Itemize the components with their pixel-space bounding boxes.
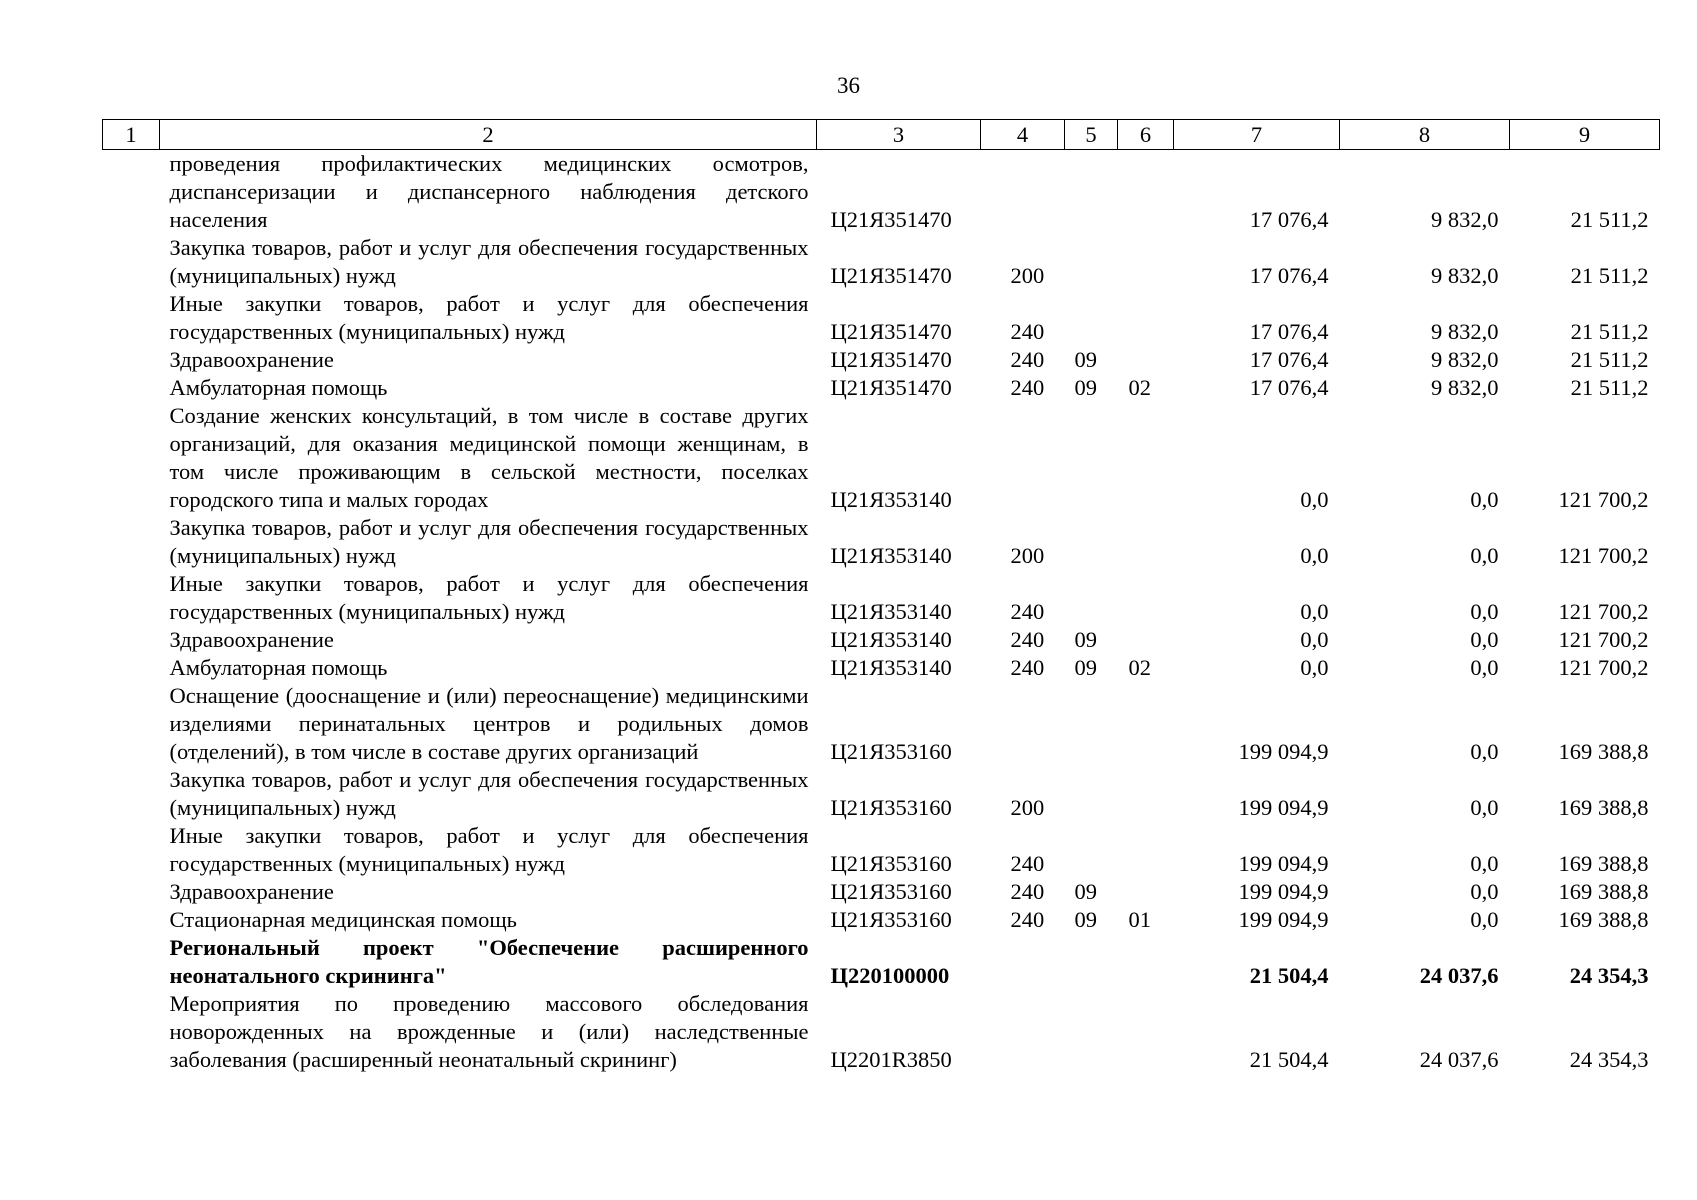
expense-type-code (981, 934, 1065, 990)
table-row (103, 514, 1660, 570)
target-article-code: Ц21Я353160 (830, 879, 952, 904)
expense-type-code (981, 402, 1065, 514)
amount-column-7: 199 094,9 (1238, 795, 1329, 820)
column-1-cell (103, 682, 160, 766)
amount-column-7: 17 076,4 (1249, 319, 1329, 344)
table-row (103, 346, 1660, 374)
target-article-code: Ц21Я353140 (830, 599, 952, 624)
amount-column-7: 17 076,4 (1249, 207, 1329, 232)
amount-column-9: 121 700,2 (1558, 487, 1649, 512)
column-1-cell (103, 990, 160, 1074)
amount-column-8: 0,0 (1470, 627, 1499, 652)
subsection-code (1118, 822, 1174, 878)
expense-name: Оснащение (дооснащение и (или) переоснащение) медицинскими изделиями перинатальных центров и родильных домов (отделений), в том числе в составе других организаций (169, 683, 809, 764)
amount-column-9: 121 700,2 (1558, 655, 1649, 680)
subsection-code (1118, 878, 1174, 906)
table-row (103, 626, 1660, 654)
amount-column-7: 0,0 (1300, 487, 1329, 512)
section-code (1065, 934, 1118, 990)
amount-column-9: 169 388,8 (1558, 739, 1649, 764)
section-code (1065, 682, 1118, 766)
table-row (103, 878, 1660, 906)
amount-column-7: 21 504,4 (1249, 963, 1329, 988)
subsection-code (1118, 150, 1174, 235)
table-row (103, 402, 1660, 514)
amount-column-7: 199 094,9 (1238, 907, 1329, 932)
amount-column-8: 0,0 (1470, 879, 1499, 904)
target-article-code: Ц21Я353160 (830, 907, 952, 932)
expense-name: Амбулаторная помощь (169, 655, 388, 680)
amount-column-7: 199 094,9 (1238, 879, 1329, 904)
table-row (103, 990, 1660, 1074)
page-number: 36 (837, 73, 860, 98)
subsection-code (1118, 990, 1174, 1074)
expense-type-code (981, 990, 1065, 1074)
subsection-code (1118, 626, 1174, 654)
column-number-4: 4 (981, 120, 1065, 150)
expense-name: Закупка товаров, работ и услуг для обеспечения государственных (муниципальных) нужд (169, 515, 809, 568)
amount-column-8: 24 037,6 (1419, 963, 1499, 988)
section-code (1065, 990, 1118, 1074)
amount-column-9: 169 388,8 (1558, 907, 1649, 932)
column-1-cell (103, 822, 160, 878)
amount-column-7: 199 094,9 (1238, 851, 1329, 876)
subsection-code (1118, 234, 1174, 290)
section-code: 09 (1074, 347, 1097, 372)
amount-column-9: 169 388,8 (1558, 879, 1649, 904)
expense-name: Мероприятия по проведению массового обследования новорожденных на врожденные и (или) наследственные заболевания (расширенный неонатальный скрининг) (169, 991, 809, 1072)
amount-column-9: 21 511,2 (1570, 375, 1649, 400)
target-article-code: Ц21Я353160 (830, 739, 952, 764)
expense-name: проведения профилактических медицинских осмотров, диспансеризации и диспансерного наблюдения детского населения (169, 151, 809, 232)
amount-column-9: 121 700,2 (1558, 543, 1649, 568)
expense-name: Иные закупки товаров, работ и услуг для обеспечения государственных (муниципальных) нужд (169, 571, 809, 624)
section-code (1065, 402, 1118, 514)
amount-column-7: 0,0 (1300, 543, 1329, 568)
column-1-cell (103, 766, 160, 822)
amount-column-7: 0,0 (1300, 599, 1329, 624)
subsection-code (1118, 934, 1174, 990)
section-code (1065, 570, 1118, 626)
amount-column-7: 21 504,4 (1249, 1047, 1329, 1072)
table-row (103, 290, 1660, 346)
amount-column-8: 0,0 (1470, 851, 1499, 876)
table-row (103, 906, 1660, 934)
amount-column-9: 21 511,2 (1570, 319, 1649, 344)
expense-type-code: 200 (1010, 795, 1045, 820)
subsection-code (1118, 346, 1174, 374)
column-1-cell (103, 570, 160, 626)
subsection-code: 01 (1128, 907, 1151, 932)
section-code: 09 (1074, 375, 1097, 400)
expense-name: Иные закупки товаров, работ и услуг для обеспечения государственных (муниципальных) нужд (169, 291, 809, 344)
column-1-cell (103, 402, 160, 514)
expense-type-code: 240 (1010, 599, 1045, 624)
amount-column-7: 17 076,4 (1249, 375, 1329, 400)
column-number-9: 9 (1510, 120, 1660, 150)
amount-column-9: 21 511,2 (1570, 207, 1649, 232)
section-code (1065, 514, 1118, 570)
expense-type-code: 240 (1010, 655, 1045, 680)
expense-name: Здравоохранение (169, 879, 334, 904)
target-article-code: Ц21Я351470 (830, 263, 952, 288)
subsection-code: 02 (1128, 655, 1151, 680)
amount-column-7: 17 076,4 (1249, 347, 1329, 372)
subsection-code (1118, 570, 1174, 626)
amount-column-8: 9 832,0 (1431, 263, 1499, 288)
amount-column-7: 0,0 (1300, 655, 1329, 680)
expense-type-code: 240 (1010, 879, 1045, 904)
column-1-cell (103, 626, 160, 654)
amount-column-8: 0,0 (1470, 543, 1499, 568)
budget-table (102, 119, 1660, 1074)
expense-name: Здравоохранение (169, 627, 334, 652)
expense-type-code: 240 (1010, 375, 1045, 400)
amount-column-8: 9 832,0 (1431, 319, 1499, 344)
column-1-cell (103, 234, 160, 290)
amount-column-8: 0,0 (1470, 739, 1499, 764)
subsection-code (1118, 766, 1174, 822)
target-article-code: Ц220100000 (830, 963, 950, 988)
amount-column-7: 199 094,9 (1238, 739, 1329, 764)
column-number-3: 3 (817, 120, 981, 150)
section-code (1065, 234, 1118, 290)
target-article-code: Ц21Я353140 (830, 655, 952, 680)
amount-column-9: 24 354,3 (1569, 963, 1649, 988)
section-code (1065, 822, 1118, 878)
expense-name: Амбулаторная помощь (169, 375, 388, 400)
subsection-code: 02 (1128, 375, 1151, 400)
target-article-code: Ц21Я353160 (830, 851, 952, 876)
target-article-code: Ц2201R3850 (830, 1047, 952, 1072)
expense-name: Стационарная медицинская помощь (169, 907, 517, 932)
amount-column-8: 0,0 (1470, 487, 1499, 512)
amount-column-9: 169 388,8 (1558, 851, 1649, 876)
amount-column-8: 9 832,0 (1431, 347, 1499, 372)
amount-column-8: 9 832,0 (1431, 375, 1499, 400)
expense-type-code: 240 (1010, 851, 1045, 876)
expense-type-code: 240 (1010, 907, 1045, 932)
table-row (103, 682, 1660, 766)
subsection-code (1118, 682, 1174, 766)
amount-column-9: 24 354,3 (1569, 1047, 1649, 1072)
target-article-code: Ц21Я353140 (830, 627, 952, 652)
table-row (103, 234, 1660, 290)
amount-column-8: 0,0 (1470, 655, 1499, 680)
expense-name: Закупка товаров, работ и услуг для обеспечения государственных (муниципальных) нужд (169, 767, 809, 820)
column-number-6: 6 (1118, 120, 1174, 150)
table-body (103, 150, 1660, 1075)
target-article-code: Ц21Я351470 (830, 347, 952, 372)
expense-name: Иные закупки товаров, работ и услуг для обеспечения государственных (муниципальных) нужд (169, 823, 809, 876)
expense-name: Закупка товаров, работ и услуг для обеспечения государственных (муниципальных) нужд (169, 235, 809, 288)
expense-name: Создание женских консультаций, в том числе в составе других организаций, для оказания медицинской помощи женщинам, в том числе проживающим в сельской местности, поселках городского типа и малых городах (169, 403, 809, 512)
amount-column-9: 121 700,2 (1558, 599, 1649, 624)
amount-column-7: 0,0 (1300, 627, 1329, 652)
column-1-cell (103, 878, 160, 906)
table-row (103, 766, 1660, 822)
column-1-cell (103, 654, 160, 682)
section-code: 09 (1074, 655, 1097, 680)
table-row (103, 934, 1660, 990)
column-1-cell (103, 290, 160, 346)
column-number-5: 5 (1065, 120, 1118, 150)
subsection-code (1118, 290, 1174, 346)
subsection-code (1118, 514, 1174, 570)
column-number-1: 1 (103, 120, 160, 150)
column-number-7: 7 (1174, 120, 1340, 150)
section-code (1065, 290, 1118, 346)
target-article-code: Ц21Я353140 (830, 543, 952, 568)
amount-column-8: 0,0 (1470, 907, 1499, 932)
section-code (1065, 150, 1118, 235)
column-number-header-row (103, 120, 1660, 150)
section-code: 09 (1074, 627, 1097, 652)
expense-type-code: 240 (1010, 319, 1045, 344)
column-1-cell (103, 150, 160, 235)
expense-type-code (981, 682, 1065, 766)
table-row (103, 570, 1660, 626)
amount-column-9: 21 511,2 (1570, 347, 1649, 372)
amount-column-8: 0,0 (1470, 795, 1499, 820)
column-1-cell (103, 346, 160, 374)
column-1-cell (103, 906, 160, 934)
column-1-cell (103, 514, 160, 570)
column-1-cell (103, 374, 160, 402)
target-article-code: Ц21Я351470 (830, 319, 952, 344)
subsection-code (1118, 402, 1174, 514)
column-1-cell (103, 934, 160, 990)
amount-column-9: 21 511,2 (1570, 263, 1649, 288)
expense-type-code: 240 (1010, 347, 1045, 372)
section-code: 09 (1074, 907, 1097, 932)
expense-type-code (981, 150, 1065, 235)
amount-column-9: 121 700,2 (1558, 627, 1649, 652)
amount-column-7: 17 076,4 (1249, 263, 1329, 288)
column-number-2: 2 (160, 120, 817, 150)
amount-column-9: 169 388,8 (1558, 795, 1649, 820)
column-number-8: 8 (1340, 120, 1510, 150)
amount-column-8: 9 832,0 (1431, 207, 1499, 232)
target-article-code: Ц21Я353140 (830, 487, 952, 512)
expense-type-code: 200 (1010, 543, 1045, 568)
expense-type-code: 240 (1010, 627, 1045, 652)
target-article-code: Ц21Я353160 (830, 795, 952, 820)
section-code: 09 (1074, 879, 1097, 904)
target-article-code: Ц21Я351470 (830, 375, 952, 400)
amount-column-8: 0,0 (1470, 599, 1499, 624)
amount-column-8: 24 037,6 (1419, 1047, 1499, 1072)
section-code (1065, 766, 1118, 822)
target-article-code: Ц21Я351470 (830, 207, 952, 232)
table-row (103, 150, 1660, 235)
table-row (103, 374, 1660, 402)
expense-name: Региональный проект "Обеспечение расширенного неонатального скрининга" (169, 935, 809, 988)
table-row (103, 654, 1660, 682)
expense-name: Здравоохранение (169, 347, 334, 372)
expense-type-code: 200 (1010, 263, 1045, 288)
table-row (103, 822, 1660, 878)
